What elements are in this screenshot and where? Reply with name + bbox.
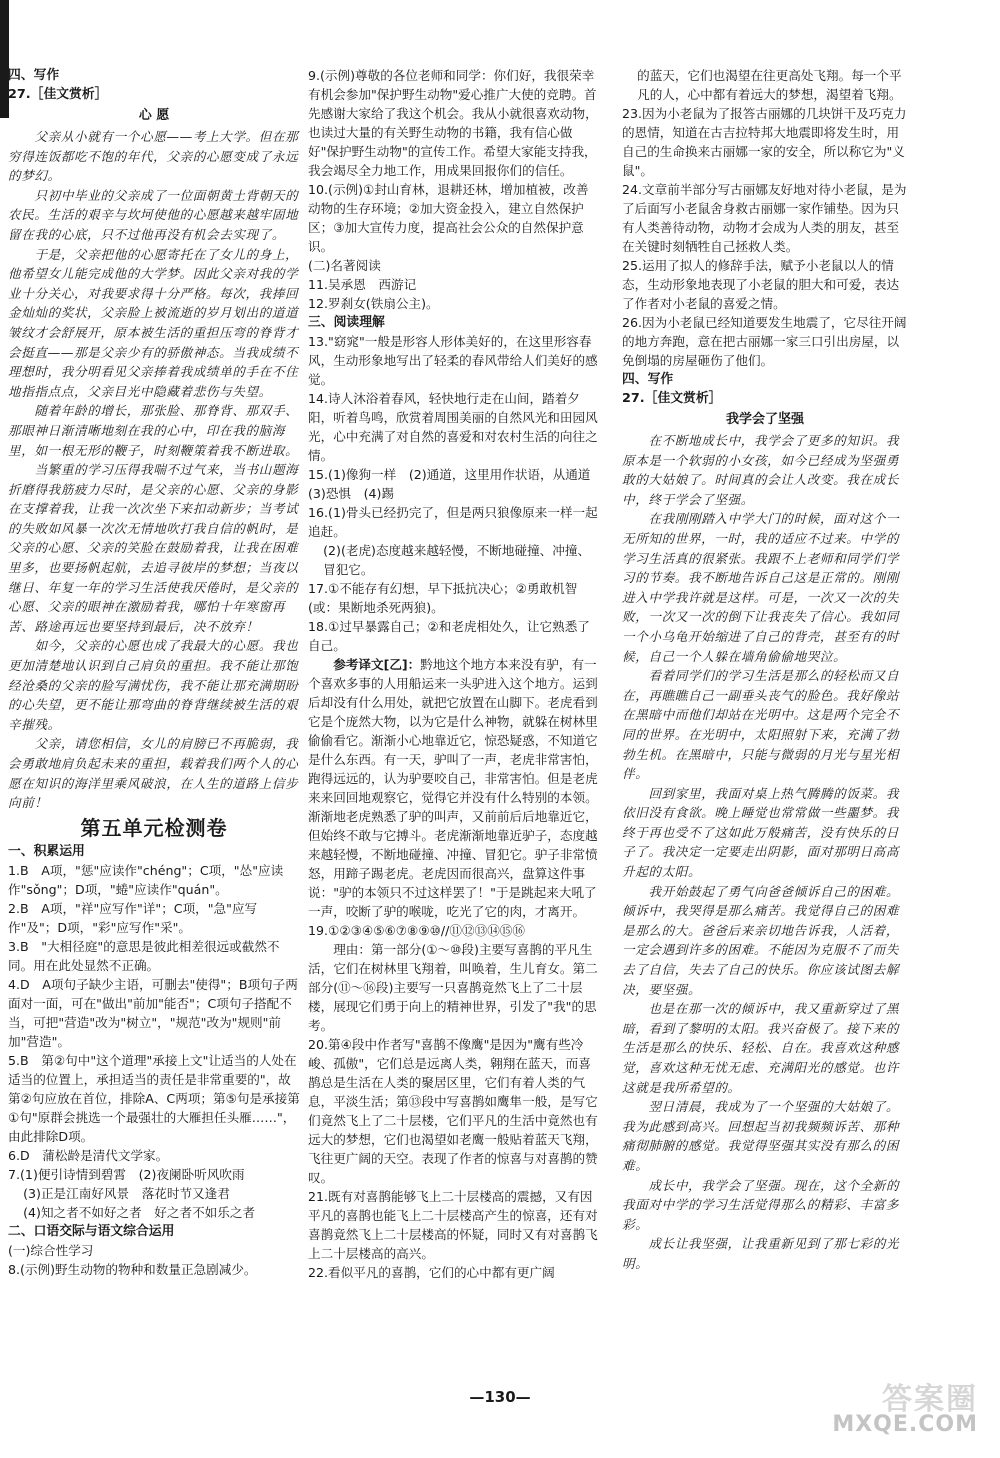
page-number: —130— (469, 1388, 531, 1406)
essay-paragraph: 于是，父亲把他的心愿寄托在了女儿的身上，他希望女儿能完成他的大学梦。因此父亲对我的学业十分关心，对我要求得十分严格。每次，我捧回金灿灿的奖状，父亲脸上被流逝的岁月划出的道道皱纹才会舒展开，原本被生活的重担压弯的脊背才会挺直——那是父亲少有的骄傲神态。当我成绩不理想时，我分明看见父亲捧着我成绩单的手在不住地指指点点，父亲目光中隐藏着悲伤与失望。 (8, 246, 299, 399)
answer-item: 22.看似平凡的喜鹊，它们的心中都有更广阔 (308, 1265, 555, 1280)
essay-body (8, 127, 300, 813)
watermark-url: MXQE.COM (832, 1412, 978, 1437)
answer-item: 20.第④段中作者写"喜鹊不像鹰"是因为"鹰有些冷峻、孤傲"，它们总是远离人类，翱翔在蓝天，而喜鹊总是生活在人类的聚居区里，它们有着人类的气息，平淡生活；第⑬段中写喜鹊如鹰隼一般，是写它们竟然飞上了二十层楼，它们平凡的生活中竟然也有远大的梦想，它们也渴望如老鹰一般贴着蓝天飞翔，飞往更广阔的天空。表现了作者的惊喜与对喜鹊的赞叹。 (308, 1037, 598, 1185)
answer-item: 3.B "大相径庭"的意思是彼此相差很远或截然不同。用在此处显然不正确。 (8, 938, 280, 973)
essay-paragraph: 翌日清晨，我成为了一个坚强的大姑娘了。我为此感到高兴。回想起当初我频频诉苦、那种痛彻肺腑的感觉。我觉得坚强其实没有那么的困难。 (622, 1099, 900, 1173)
answer-item: 10.(示例)①封山育林，退耕还林，增加植被，改善动物的生存环境；②加大资金投入，建立自然保护区；③加大宣传力度，提高社会公众的自然保护意识。 (308, 182, 589, 254)
watermark-logo (832, 1370, 982, 1440)
answer-continuation: 的蓝天，它们也渴望在往更高处飞翔。每一个平凡的人，心中都有着远大的梦想，渴望着飞翔。 (637, 68, 902, 102)
section-heading-accumulation: 一、积累运用 (8, 843, 85, 859)
answer-item: 1.B A项，"惩"应读作"chéng"；C项，"怂"应读作"sǒng"；D项，"蜷"应读作"quán"。 (8, 862, 284, 897)
section-heading-reading: 三、阅读理解 (308, 315, 385, 330)
item-27-label: 27.［佳文赏析］ (8, 87, 108, 102)
answer-item: 19.①②③④⑤⑥⑦⑧⑨⑩//⑪⑫⑬⑭⑮⑯ (308, 923, 525, 938)
essay-paragraph: 父亲，请您相信，女儿的肩膀已不再脆弱，我会勇敢地肩负起未来的重担，载着我们两个人的心愿在知识的海洋里乘风破浪，在人生的道路上信步向前！ (8, 736, 299, 811)
answer-item: 16.(1)骨头已经扔完了，但是两只狼像原来一样一起追赶。 (308, 505, 598, 539)
answer-item: (3)正是江南好风景 落花时节又逢君 (23, 1185, 230, 1201)
essay-paragraph: 回到家里，我面对桌上热气腾腾的饭菜。我依旧没有食欲。晚上睡觉也常常做一些噩梦。我终于再也受不了这如此万般痛苦，没有快乐的日子了。我决定一定要走出阴影，面对那明日高高升起的太阳。 (622, 785, 900, 880)
section-heading-oral: 二、口语交际与语文综合运用 (8, 1223, 175, 1239)
essay-paragraph: 看着同学们的学习生活是那么的轻松而又自在，再瞧瞧自己一副垂头丧气的脸色。我好像站在黑暗中而他们却站在光明中。这是两个完全不同的世界。在光明中，太阳照射下来，充满了勃勃生机。在黑暗中，只能与微弱的月光与星光相伴。 (622, 668, 900, 782)
answer-item: 25.运用了拟人的修辞手法，赋予小老鼠以人的情态，生动形象地表现了小老鼠的胆大和可爱，表达了作者对小老鼠的喜爱之情。 (622, 258, 900, 311)
answer-item: 8.(示例)野生动物的物种和数量正急剧减少。 (8, 1261, 257, 1277)
essay-paragraph: 也是在那一次的倾诉中，我又重新穿过了黑暗，看到了黎明的太阳。我兴奋极了。接下来的生活是那么的快乐、轻松、自在。我喜欢这种感觉，喜欢这种无忧无虑、充满阳光的感觉。也许这就是我所希望的。 (622, 1001, 900, 1095)
column-right (622, 66, 908, 1274)
answer-reason: 理由：第一部分(①～⑩段)主要写喜鹊的平凡生活，它们在树林里飞翔着，叫唤着，生儿育女。第二部分(⑪～⑯段)主要写一只喜鹊竟然飞上了二十层楼，展现它们勇于向上的精神世界，引发了"我"的思考。 (308, 942, 598, 1033)
answer-item: 26.因为小老鼠已经知道要发生地震了，它尽往开阔的地方奔跑，意在把古丽娜一家三口引出房屋，以免倒塌的房屋砸伤了他们。 (622, 315, 907, 368)
column-left (8, 66, 300, 1279)
essay-paragraph: 当繁重的学习压得我喘不过气来，当书山题海折磨得我筋疲力尽时，是父亲的心愿、父亲的身影在支撑着我，让我一次次坐下来扣动新步；当考试的失败如风暴一次次无情地吹打我自信的帆时，是父亲的心愿、父亲的笑脸在鼓励着我，让我在困难里多，也要扬帆起航，去追寻彼岸的梦想；当夜以继日、年复一年的学习生活使我厌倦时，是父亲的心愿、父亲的眼神在激励着我，哪怕十年寒窗再苦、路途再远也要坚持到最后，决不放弃！ (8, 462, 299, 634)
answer-item: (2)(老虎)态度越来越轻慢，不断地碰撞、冲撞、冒犯它。 (323, 543, 591, 577)
essay-title: 心 愿 (138, 108, 170, 123)
subsection-label: (二)名著阅读 (308, 258, 381, 273)
section-heading-writing: 四、写作 (8, 68, 60, 83)
column-middle (308, 66, 603, 1282)
unit-title: 第五单元检测卷 (80, 815, 228, 840)
answer-item: 6.D 蒲松龄是清代文学家。 (8, 1147, 169, 1163)
answer-item: 17.①不能存有幻想，早下抵抗决心；②勇敢机智(或：果断地杀死两狼)。 (308, 581, 578, 615)
section-heading-writing: 四、写作 (622, 372, 674, 387)
essay-paragraph: 我开始鼓起了勇气向爸爸倾诉自己的困难。倾诉中，我哭得是那么痛苦。我觉得自己的困难是那么的大。爸爸后来亲切地告诉我，人活着，一定会遇到许多的困难。不能因为克服不了而失去了自信，失去了自己的快乐。你应该试图去解决，要坚强。 (622, 883, 900, 997)
answer-item: 21.既有对喜鹊能够飞上二十层楼高的震撼，又有因平凡的喜鹊也能飞上二十层楼高产生的惊喜，还有对喜鹊竟然飞上二十层楼高的怀疑，同时又有对喜鹊飞上二十层楼高的高兴。 (308, 1189, 598, 1261)
essay-title: 我学会了坚强 (725, 412, 804, 427)
answer-item: 13."窈窕"一般是形容人形体美好的，在这里形容春风，生动形象地写出了轻柔的春风带给人们美好的感觉。 (308, 334, 598, 387)
answer-item: 7.(1)便引诗情到碧霄 (2)夜阑卧听风吹雨 (8, 1166, 245, 1182)
answer-item: 12.罗刹女(铁扇公主)。 (308, 296, 439, 311)
answer-item: 15.(1)像狗一样 (2)通道，这里用作状语，从通道 (3)恐惧 (4)踢 (308, 467, 603, 501)
essay-paragraph: 只初中毕业的父亲成了一位面朝黄土背朝天的农民。生活的艰辛与坎坷使他的心愿越来越牢固地留在我的心底，只不过他再没有机会去实现了。 (8, 187, 299, 242)
essay-paragraph: 成长中，我学会了坚强。现在，这个全新的我面对中学的学习生活觉得那么的精彩、丰富多彩。 (622, 1177, 900, 1232)
answer-item: 24.文章前半部分写古丽娜友好地对待小老鼠，是为了后面写小老鼠舍身救古丽娜一家作铺垫。因为只有人类善待动物，动物才会成为人类的朋友，甚至在关键时刻牺牲自己拯救人类。 (622, 182, 907, 254)
answer-item: 5.B 第②句中"这个道理"承接上文"让适当的人处在适当的位置上，承担适当的责任是非常重要的"，故第②句应放在首位，排除A、C两项；第⑤句是承接第①句"原群会挑选一个最强壮的大雁担任头雁……"，由此排除D项。 (8, 1052, 300, 1144)
essay-body (622, 431, 908, 1274)
subsection-label: (一)综合性学习 (8, 1242, 94, 1258)
answer-item: 23.因为小老鼠为了报答古丽娜的几块饼干及巧克力的恩情，知道在古吉拉特邦大地震即将发生时，用自己的生命换来古丽娜一家的安全，所以称它为"义鼠"。 (622, 106, 907, 178)
translation-label: 参考译文[乙]： (333, 657, 421, 672)
item-27-label: 27.［佳文赏析］ (622, 391, 722, 406)
answer-item: 14.诗人沐浴着春风，轻快地行走在山间，踏着夕阳，听着鸟鸣，欣赏着周围美丽的自然风光和田园风光，心中充满了对自然的喜爱和对农村生活的向往之情。 (308, 391, 598, 463)
answer-item: 11.吴承恩 西游记 (308, 277, 417, 292)
translation-text: 黔地这个地方本来没有驴，有一个喜欢多事的人用船运来一头驴进入这个地方。运到后却没有什么用处，就把它放置在山脚下。老虎看到它是个庞然大物，以为它是什么神物，就躲在树林里偷偷看它。渐渐小心地靠近它，惊恐疑惑，不知道它是什么东西。有一天，驴叫了一声，老虎非常害怕，跑得远远的，认为驴要咬自己，非常害怕。但是老虎来来回回地观察它，觉得它并没有什么特别的本领。渐渐地老虎熟悉了驴的叫声，又前前后后地靠近它，但始终不敢与它搏斗。老虎渐渐地靠近驴子，态度越来越轻慢，不断地碰撞、冲撞、冒犯它。驴子非常愤怒，用蹄子踢老虎。老虎因而很高兴，盘算这件事说："驴的本领只不过这样罢了！"于是跳起来大吼了一声，咬断了驴的喉咙，吃光了它的肉，才离开。 (308, 657, 598, 919)
answer-item: 2.B A项，"祥"应写作"详"；C项，"急"应写作"及"；D项，"彩"应写作"采"。 (8, 900, 258, 935)
essay-paragraph: 在我刚刚踏入中学大门的时候，面对这个一无所知的世界，一时，我的适应不过来。中学的学习生活真的很紧张。我跟不上老师和同学们学习的节奏。我不断地告诉自己这是正常的。刚刚进入中学我许就是这样。可是，一次又一次的失败，一次又一次的倒下让我丧失了信心。我如同一个小乌龟开始缩进了自己的背壳，甚至有的时候，自己一个人躲在墙角偷偷地哭泣。 (622, 511, 900, 664)
answer-item: 9.(示例)尊敬的各位老师和同学：你们好，我很荣幸有机会参加"保护野生动物"爱心推广大使的竞聘。首先感谢大家给了我这个机会。我从小就很喜欢动物，也读过大量的有关野生动物的书籍，我有信心做好"保护野生动物"的宣传工作。希望大家能支持我，我会竭尽全力地工作，用成果回报你们的信任。 (308, 68, 598, 178)
essay-paragraph: 如今，父亲的心愿也成了我最大的心愿。我也更加清楚地认识到自己肩负的重担。我不能让那饱经沧桑的父亲的脸写满忧伤，我不能让那充满期盼的心失望，更不能让那弯曲的脊背继续被生活的艰辛摧残。 (8, 638, 299, 732)
answer-item: 18.①过早暴露自己；②和老虎相处久，让它熟悉了自己。 (308, 619, 590, 653)
essay-paragraph: 随着年龄的增长，那张脸、那脊背、那双手、那眼神日渐清晰地刻在我的心中，印在我的脑海里，如一根无形的鞭子，时刻鞭策着我不断进取。 (8, 403, 299, 458)
essay-paragraph: 成长让我坚强，让我重新见到了那七彩的光明。 (622, 1236, 900, 1271)
watermark-text: 答案圈 (882, 1382, 978, 1417)
answer-item: 4.D A项句子缺少主语，可删去"使得"；B项句子两面对一面，可在"做出"前加"能否"；C项句子搭配不当，可把"营造"改为"树立"，"规范"改为"规则"前加"营造"。 (8, 976, 298, 1049)
essay-paragraph: 在不断地成长中，我学会了更多的知识。我原本是一个软弱的小女孩，如今已经成为坚强勇敢的大姑娘了。时间真的会让人改变。我在成长中，终于学会了坚强。 (622, 433, 900, 507)
essay-paragraph: 父亲从小就有一个心愿——考上大学。但在那穷得连饭都吃不饱的年代，父亲的心愿变成了永远的梦幻。 (8, 129, 299, 184)
answer-item: (4)知之者不如好之者 好之者不如乐之者 (23, 1204, 256, 1220)
translation-paragraph (308, 655, 598, 921)
